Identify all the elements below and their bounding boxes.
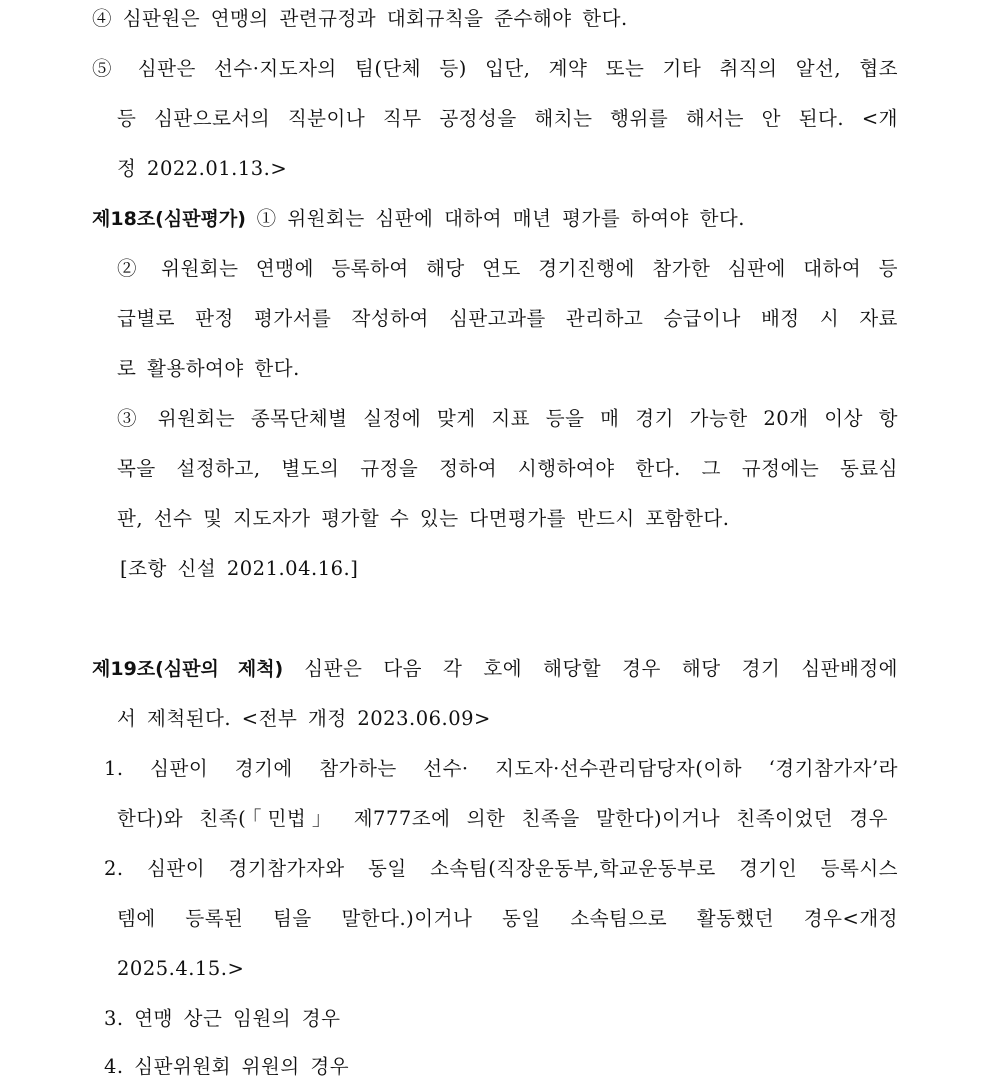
article19-item1-line2: 한다)와 친족(「민법」 제777조에 의한 친족을 말한다)이거나 친족이었던 경우	[117, 807, 888, 830]
article18-item1: ① 위원회는 심판에 대하여 매년 평가를 하여야 한다.	[245, 207, 745, 230]
article19-item2-line3: 2025.4.15.>	[117, 957, 245, 980]
article19-heading: 제19조(심판의 제척)	[92, 658, 284, 680]
article18-item2-line2: 급별로 판정 평가서를 작성하여 심판고과를 관리하고 승급이나 배정 시 자료	[117, 307, 898, 330]
article19-intro-line2: 서 제척된다. <전부 개정 2023.06.09>	[117, 707, 491, 730]
article19-intro-line1: 심판은 다음 각 호에 해당할 경우 해당 경기 심판배정에	[283, 657, 899, 680]
article19-item3: 3. 연맹 상근 임원의 경우	[104, 1007, 341, 1030]
article17-item4: ④ 심판원은 연맹의 관련규정과 대회규칙을 준수해야 한다.	[92, 7, 628, 30]
article19-item4: 4. 심판위원회 위원의 경우	[104, 1055, 350, 1078]
article17-item5-line3: 정 2022.01.13.>	[117, 157, 288, 180]
article18-item3-line2: 목을 설정하고, 별도의 규정을 정하여 시행하여야 한다. 그 규정에는 동료심	[117, 457, 898, 480]
article19-first-line	[92, 656, 898, 682]
article18-item2-line3: 로 활용하여야 한다.	[117, 357, 300, 380]
article18-item3-line3: 판, 선수 및 지도자가 평가할 수 있는 다면평가를 반드시 포함한다.	[117, 507, 730, 530]
article19-item1-line1: 1. 심판이 경기에 참가하는 선수· 지도자·선수관리담당자(이하 ‘경기참가자’라	[104, 757, 898, 780]
article18-amendment-note: [조항 신설 2021.04.16.]	[120, 557, 359, 580]
article18-heading: 제18조(심판평가)	[92, 208, 246, 230]
article19-item2-line2: 템에 등록된 팀을 말한다.)이거나 동일 소속팀으로 활동했던 경우<개정	[117, 907, 898, 930]
article19-item2-line1: 2. 심판이 경기참가자와 동일 소속팀(직장운동부,학교운동부로 경기인 등록시스	[104, 857, 898, 880]
article18-item2-line1: ② 위원회는 연맹에 등록하여 해당 연도 경기진행에 참가한 심판에 대하여 등	[117, 257, 898, 280]
article17-item5-line2: 등 심판으로서의 직분이나 직무 공정성을 해치는 행위를 해서는 안 된다. <개	[117, 107, 898, 130]
article18-first-line	[92, 206, 745, 232]
article18-item3-line1: ③ 위원회는 종목단체별 실정에 맞게 지표 등을 매 경기 가능한 20개 이상 항	[117, 407, 898, 430]
article17-item5-line1: ⑤ 심판은 선수·지도자의 팀(단체 등) 입단, 계약 또는 기타 취직의 알선, 협조	[92, 57, 898, 80]
